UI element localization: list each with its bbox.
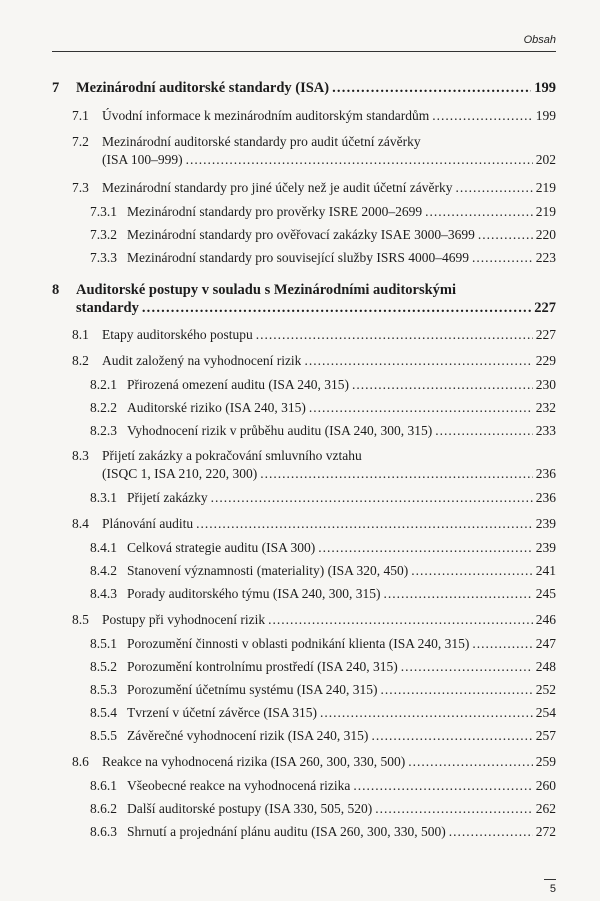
toc-leader — [371, 727, 532, 744]
toc-leader — [432, 107, 532, 124]
toc-entry-8-2-1 — [90, 376, 556, 393]
toc-page-ref: 247 — [535, 636, 556, 651]
toc-leader — [353, 777, 532, 794]
toc-page-ref: 220 — [535, 227, 556, 242]
toc-leader — [435, 422, 533, 439]
toc-entry-8-1 — [72, 326, 556, 343]
toc-page-ref: 236 — [535, 490, 556, 505]
toc-page-ref: 252 — [535, 682, 556, 697]
toc-page-ref: 202 — [535, 152, 556, 167]
toc-leader — [411, 562, 533, 579]
toc-entry-7-3-1 — [90, 203, 556, 220]
toc-title: Porozumění činnosti v oblasti podnikání klienta (ISA 240, 315) — [127, 636, 470, 651]
toc-chapter-7 — [52, 80, 556, 97]
toc-number: 8.6 — [72, 754, 89, 769]
toc-number: 8.4 — [72, 516, 89, 531]
toc-title: Vyhodnocení rizik v průběhu auditu (ISA 240, 300, 315) — [127, 423, 433, 438]
toc-leader — [380, 681, 532, 698]
toc-page-ref: 219 — [535, 204, 556, 219]
toc-leader — [142, 300, 531, 317]
toc-title: Mezinárodní standardy pro jiné účely než je audit účetní závěrky — [102, 180, 453, 195]
toc-entry-8-6-1 — [90, 777, 556, 794]
toc-page-ref: 199 — [535, 108, 556, 123]
toc-title-cont: (ISQC 1, ISA 210, 220, 300) — [102, 466, 258, 481]
toc-title: Mezinárodní standardy pro prověrky ISRE 2000–2699 — [127, 204, 423, 219]
toc-leader — [401, 658, 533, 675]
toc-page-ref: 229 — [535, 353, 556, 368]
toc-title: Auditorské postupy v souladu s Mezinárodními auditorskými — [76, 282, 457, 298]
toc-number: 8.4.2 — [90, 563, 117, 578]
toc-page-ref: 236 — [535, 466, 556, 481]
toc-page-ref: 260 — [535, 778, 556, 793]
toc-title: Reakce na vyhodnocená rizika (ISA 260, 300, 330, 500) — [102, 754, 406, 769]
toc-entry-8-3-1 — [90, 489, 556, 506]
toc-number: 8.5.2 — [90, 659, 117, 674]
toc-entry-8-4-1 — [90, 539, 556, 556]
toc-entry-8-4-2 — [90, 562, 556, 579]
toc-entry-7-3-2 — [90, 226, 556, 243]
toc-entry-8-6 — [72, 753, 556, 770]
toc-page-ref: 199 — [534, 80, 556, 96]
toc-title-cont: standardy — [76, 300, 139, 316]
toc-leader — [304, 352, 532, 369]
toc-leader — [472, 635, 532, 652]
toc-page-ref: 239 — [535, 516, 556, 531]
toc-title: Závěrečné vyhodnocení rizik (ISA 240, 315) — [127, 728, 369, 743]
toc-leader — [472, 249, 533, 266]
toc-number: 8.2 — [72, 353, 89, 368]
toc-number: 7.3 — [72, 180, 89, 195]
toc-number: 8.6.3 — [90, 824, 117, 839]
toc-entry-7-2-line1 — [72, 133, 421, 150]
toc-title: Mezinárodní auditorské standardy (ISA) — [76, 80, 330, 96]
page-number: 5 — [549, 883, 556, 895]
toc-entry-8-4-3 — [90, 585, 556, 602]
toc-number: 8.5.4 — [90, 705, 117, 720]
toc-leader — [383, 585, 532, 602]
toc-leader — [186, 151, 533, 168]
toc-title: Všeobecné reakce na vyhodnocená rizika — [127, 778, 351, 793]
toc-title: Úvodní informace k mezinárodním auditorským standardům — [102, 108, 430, 123]
toc-title: Porozumění účetnímu systému (ISA 240, 315) — [127, 682, 378, 697]
toc-title: Etapy auditorského postupu — [102, 327, 253, 342]
toc-title: Postupy při vyhodnocení rizik — [102, 612, 266, 627]
toc-chapter-8-line1 — [52, 282, 456, 299]
toc-number: 8.4.3 — [90, 586, 117, 601]
toc-title: Porozumění kontrolnímu prostředí (ISA 240, 315) — [127, 659, 398, 674]
toc-number: 7.3.2 — [90, 227, 117, 242]
toc-page-ref: 232 — [535, 400, 556, 415]
toc-title: Přijetí zakázky — [127, 490, 208, 505]
toc-leader — [318, 539, 533, 556]
toc-page-ref: 246 — [535, 612, 556, 627]
toc-title: Přirozená omezení auditu (ISA 240, 315) — [127, 377, 349, 392]
toc-number: 8.2.3 — [90, 423, 117, 438]
toc-title: Mezinárodní auditorské standardy pro audit účetní závěrky — [102, 134, 421, 149]
toc-chapter-8 — [76, 300, 556, 317]
toc-number: 8.5.1 — [90, 636, 117, 651]
toc-entry-8-2 — [72, 352, 556, 369]
toc-page-ref: 245 — [535, 586, 556, 601]
toc-title: Shrnutí a projednání plánu auditu (ISA 260, 300, 330, 500) — [127, 824, 446, 839]
toc-number: 8.6.2 — [90, 801, 117, 816]
toc-page-ref: 272 — [535, 824, 556, 839]
toc-page-ref: 233 — [535, 423, 556, 438]
toc-title: Další auditorské postupy (ISA 330, 505, 520) — [127, 801, 373, 816]
toc-leader — [268, 611, 533, 628]
toc-leader — [320, 704, 533, 721]
toc-entry-7-3-3 — [90, 249, 556, 266]
toc-entry-8-5-2 — [90, 658, 556, 675]
toc-entry-8-5-1 — [90, 635, 556, 652]
toc-entry-8-5-3 — [90, 681, 556, 698]
toc-title: Plánování auditu — [102, 516, 194, 531]
toc-title: Přijetí zakázky a pokračování smluvního vztahu — [102, 448, 362, 463]
toc-page-ref: 262 — [535, 801, 556, 816]
toc-number: 8.5 — [72, 612, 89, 627]
toc-page-ref: 254 — [535, 705, 556, 720]
toc-number: 8.3 — [72, 448, 89, 463]
toc-page-ref: 227 — [534, 300, 556, 316]
toc-page-ref: 248 — [535, 659, 556, 674]
toc-title: Mezinárodní standardy pro ověřovací zakázky ISAE 3000–3699 — [127, 227, 475, 242]
toc-entry-8-5 — [72, 611, 556, 628]
toc-leader — [352, 376, 533, 393]
toc-entry-8-6-2 — [90, 800, 556, 817]
toc-leader — [309, 399, 533, 416]
toc-entry-8-3-line1 — [72, 447, 362, 464]
toc-number: 8.2.1 — [90, 377, 117, 392]
toc-entry-7-1 — [72, 107, 556, 124]
toc-page-ref: 239 — [535, 540, 556, 555]
running-header: Obsah — [523, 34, 556, 46]
toc-number: 7 — [52, 80, 60, 96]
toc-leader — [211, 489, 533, 506]
toc-page-ref: 227 — [535, 327, 556, 342]
toc-title: Mezinárodní standardy pro související služby ISRS 4000–4699 — [127, 250, 469, 265]
toc-entry-8-5-5 — [90, 727, 556, 744]
toc-number: 7.3.3 — [90, 250, 117, 265]
toc-title: Audit založený na vyhodnocení rizik — [102, 353, 302, 368]
toc-page-ref: 223 — [535, 250, 556, 265]
toc-entry-8-3 — [102, 465, 556, 482]
toc-title-cont: (ISA 100–999) — [102, 152, 183, 167]
toc-entry-8-5-4 — [90, 704, 556, 721]
toc-leader — [375, 800, 533, 817]
toc-leader — [196, 515, 533, 532]
toc-leader — [256, 326, 533, 343]
toc-leader — [449, 823, 533, 840]
toc-leader — [478, 226, 533, 243]
toc-title: Celková strategie auditu (ISA 300) — [127, 540, 316, 555]
toc-leader — [425, 203, 533, 220]
toc-title: Auditorské riziko (ISA 240, 315) — [127, 400, 306, 415]
toc-title: Porady auditorského týmu (ISA 240, 300, 315) — [127, 586, 381, 601]
footer-rule — [544, 879, 556, 880]
toc-title: Tvrzení v účetní závěrce (ISA 315) — [127, 705, 318, 720]
toc-number: 8.5.5 — [90, 728, 117, 743]
toc-leader — [260, 465, 532, 482]
toc-number: 8.6.1 — [90, 778, 117, 793]
toc-number: 8.1 — [72, 327, 89, 342]
toc-page-ref: 259 — [535, 754, 556, 769]
toc-page-ref: 219 — [535, 180, 556, 195]
toc-number: 8.3.1 — [90, 490, 117, 505]
toc-page-ref: 241 — [535, 563, 556, 578]
toc-number: 8 — [52, 282, 60, 298]
toc-title: Stanovení významnosti (materiality) (ISA 320, 450) — [127, 563, 409, 578]
toc-leader — [456, 179, 533, 196]
toc-page-ref: 257 — [535, 728, 556, 743]
toc-leader — [408, 753, 532, 770]
toc-entry-8-2-2 — [90, 399, 556, 416]
toc-entry-8-2-3 — [90, 422, 556, 439]
toc-number: 8.4.1 — [90, 540, 117, 555]
toc-page-ref: 230 — [535, 377, 556, 392]
toc-entry-8-6-3 — [90, 823, 556, 840]
toc-entry-7-3 — [72, 179, 556, 196]
toc-number: 7.1 — [72, 108, 89, 123]
toc-number: 7.3.1 — [90, 204, 117, 219]
header-rule — [52, 51, 556, 52]
toc-leader — [332, 80, 531, 97]
toc-entry-7-2 — [102, 151, 556, 168]
toc-number: 8.2.2 — [90, 400, 117, 415]
toc-entry-8-4 — [72, 515, 556, 532]
toc-number: 8.5.3 — [90, 682, 117, 697]
toc-number: 7.2 — [72, 134, 89, 149]
